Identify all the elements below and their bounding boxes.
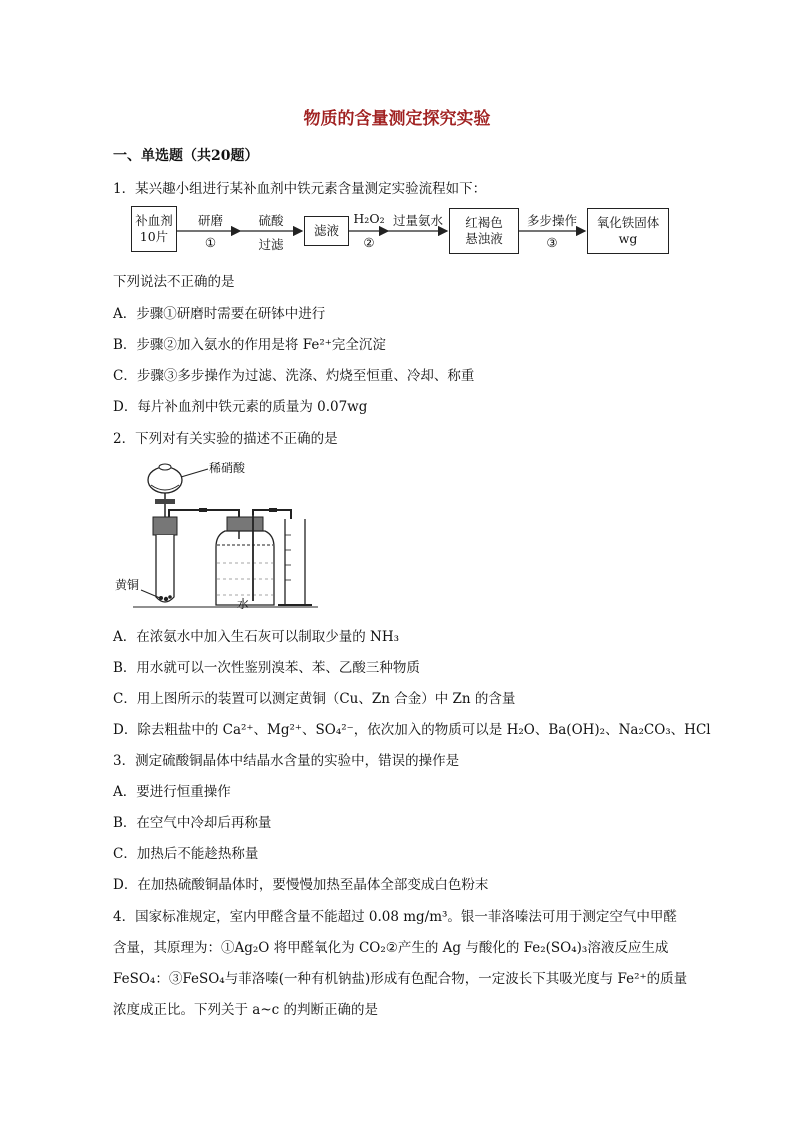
brass-piece-3 — [168, 595, 172, 599]
q1-option-b: B．步骤②加入氨水的作用是将 Fe²⁺完全沉淀 — [113, 337, 386, 353]
q2-option-b: B．用水就可以一次性鉴别溴苯、苯、乙酸三种物质 — [113, 660, 420, 676]
funnel-stopcock — [155, 499, 175, 504]
q4-line-1: 4．国家标准规定，室内甲醛含量不能超过 0.08 mg/m³。银一菲洛嗪法可用于测定空气中甲醛 — [113, 909, 677, 925]
acid-label: 稀硝酸 — [209, 461, 246, 475]
q1-option-c: C．步骤③多步操作为过滤、洗涤、灼烧至恒重、冷却、称重 — [113, 368, 475, 384]
flow-box-iron-oxide-line2: wg — [618, 231, 638, 246]
q2-stem: 2．下列对有关实验的描述不正确的是 — [113, 431, 338, 447]
tube-joint-1 — [199, 508, 207, 512]
gas-bottle — [216, 531, 274, 605]
flow-box-suspension-line1: 红褐色 — [465, 215, 503, 231]
flow-label-ammonia: 过量氨水 — [392, 213, 443, 228]
brass-label: 黄铜 — [115, 578, 140, 592]
tube-stopper — [153, 517, 177, 535]
acid-pointer — [181, 469, 208, 477]
flow-label-h2o2: H₂O₂ — [353, 211, 385, 226]
funnel-bulb — [148, 467, 182, 493]
q1-stem: 1．某兴趣小组进行某补血剂中铁元素含量测定实验流程如下： — [113, 181, 487, 197]
flow-box-filtrate: 滤液 — [304, 216, 349, 246]
water-label: 水 — [237, 597, 250, 611]
flow-label-step3: ③ — [546, 235, 558, 250]
flow-box-suspension-line2: 悬浊液 — [465, 231, 503, 246]
brass-piece-2 — [164, 597, 168, 601]
q2-option-d: D．除去粗盐中的 Ca²⁺、Mg²⁺、SO₄²⁻，依次加入的物质可以是 H₂O、Ba(OH)₂、Na₂CO₃、HCl — [113, 722, 711, 738]
flow-label-step2: ② — [363, 235, 375, 250]
q3-stem: 3．测定硫酸铜晶体中结晶水含量的实验中，错误的操作是 — [113, 753, 460, 769]
flow-label-multistep: 多步操作 — [526, 213, 577, 228]
q1-prompt: 下列说法不正确的是 — [113, 274, 235, 290]
q1-option-d: D．每片补血剂中铁元素的质量为 0.07wg — [113, 399, 368, 415]
flow-box-supplement — [131, 206, 177, 252]
page-title: 物质的含量测定探究实验 — [303, 109, 491, 129]
q2-option-c: C．用上图所示的装置可以测定黄铜（Cu、Zn 合金）中 Zn 的含量 — [113, 691, 516, 707]
flow-diagram — [113, 200, 693, 260]
flow-box-iron-oxide — [587, 208, 669, 254]
graduated-cylinder — [285, 519, 305, 605]
q1-option-a: A．步骤①研磨时需要在研钵中进行 — [113, 306, 326, 322]
flow-label-acid: 硫酸 — [258, 213, 284, 228]
flow-box-suspension — [449, 208, 519, 254]
q3-option-b: B．在空气中冷却后再称量 — [113, 815, 272, 831]
flow-label-step1: ① — [204, 235, 217, 250]
flow-box-supplement-line1: 补血剂 — [135, 213, 173, 229]
flow-label-grind: 研磨 — [197, 213, 223, 228]
flow-box-supplement-line2: 10片 — [139, 229, 169, 244]
apparatus-drawing — [113, 455, 333, 615]
funnel-stopper — [159, 464, 171, 470]
tube-joint-2 — [269, 508, 277, 512]
q3-option-a: A．要进行恒重操作 — [113, 784, 231, 800]
bottle-stopper — [227, 517, 263, 531]
section-heading: 一、单选题（共20题） — [113, 148, 259, 164]
q4-line-3: FeSO₄：③FeSO₄与菲洛嗪(一种有机钠盐)形成有色配合物，一定波长下其吸光度与 Fe²⁺的质量 — [113, 971, 688, 987]
flow-box-iron-oxide-line1: 氧化铁固体 — [596, 215, 660, 231]
apparatus-figure — [113, 455, 333, 615]
q3-option-c: C．加热后不能趁热称量 — [113, 846, 259, 862]
q2-option-a: A．在浓氨水中加入生石灰可以制取少量的 NH₃ — [113, 629, 400, 645]
q4-line-2: 含量，其原理为：①Ag₂O 将甲醛氧化为 CO₂②产生的 Ag 与酸化的 Fe₂(SO₄)₃溶液反应生成 — [113, 940, 669, 956]
q4-line-4: 浓度成正比。下列关于 a~c 的判断正确的是 — [113, 1002, 379, 1018]
q3-option-d: D．在加热硫酸铜晶体时，要慢慢加热至晶体全部变成白色粉末 — [113, 877, 489, 893]
flow-label-filter: 过滤 — [258, 237, 284, 252]
test-tube — [156, 535, 174, 602]
